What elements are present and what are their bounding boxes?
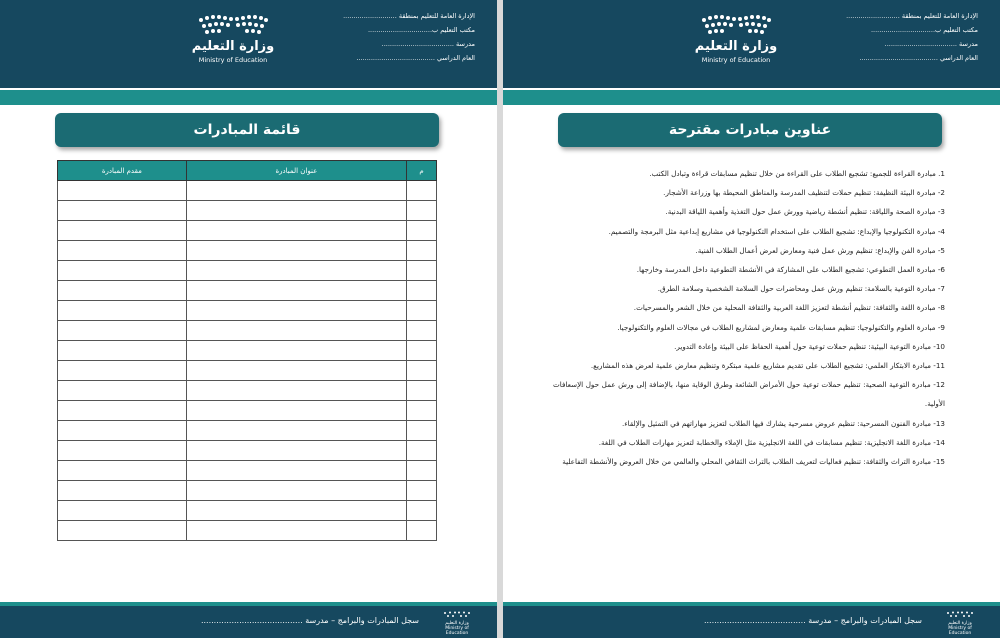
footer-logo-en: Ministry of Education	[445, 626, 469, 636]
footer-text: سجل المبادرات والبرامج – مدرسة ........................................	[200, 616, 419, 625]
footer-logo-ar: وزارة التعليم	[445, 621, 469, 626]
footer-logo-ar: وزارة التعليم	[948, 621, 972, 626]
table-cell[interactable]	[58, 461, 187, 481]
header-stripe	[503, 90, 1000, 105]
table-row	[58, 481, 437, 501]
table-cell[interactable]	[58, 401, 187, 421]
list-item: 10- مبادرة التوعية البيئية: تنظيم حملات توعية حول أهمية الحفاظ على البيئة وإعادة التدوير.	[674, 341, 945, 351]
header-fields	[838, 12, 978, 68]
table-cell[interactable]	[407, 501, 437, 521]
table-cell[interactable]	[186, 501, 406, 521]
page-title: قائمة المبادرات	[55, 113, 439, 147]
table-cell[interactable]	[407, 361, 437, 381]
table-cell[interactable]	[407, 261, 437, 281]
table-row	[58, 281, 437, 301]
field-region: الإدارة العامة للتعليم بمنطقة ..........................	[343, 12, 475, 20]
footer-logo	[435, 611, 479, 636]
table-cell[interactable]	[186, 481, 406, 501]
table-row	[58, 461, 437, 481]
list-item: 7- مبادرة التوعية بالسلامة: تنظيم ورش عمل ومحاضرات حول السلامة الشخصية وسلامة الطرق.	[657, 284, 945, 294]
table-cell[interactable]	[407, 521, 437, 541]
col-number: م	[407, 161, 437, 181]
table-cell[interactable]	[58, 281, 187, 301]
list-item: 13- مبادرة الفنون المسرحية: تنظيم عروض مسرحية يشارك فيها الطلاب لتعزيز مهاراتهم في التمثيل والإلقاء.	[622, 418, 945, 428]
table-row	[58, 321, 437, 341]
logo-arabic: وزارة التعليم	[191, 39, 275, 54]
field-school: مدرسة ...................................	[884, 40, 978, 48]
table-header-row	[58, 161, 437, 181]
footer-logo	[938, 611, 982, 636]
table-cell[interactable]	[186, 261, 406, 281]
list-item: 12- مبادرة التوعية الصحية: تنظيم حملات توعية حول الأمراض الشائعة وطرق الوقاية منها، بالإضافة إلى ورش عمل حول الإسعافات الأولية.	[553, 380, 945, 409]
table-row	[58, 181, 437, 201]
page-header	[503, 0, 1000, 88]
field-school: مدرسة ...................................	[381, 40, 475, 48]
footer-dots-icon	[945, 611, 975, 619]
table-row	[58, 261, 437, 281]
list-item: 11- مبادرة الابتكار العلمي: تشجيع الطلاب على تقديم مشاريع علمية مبتكرة وتنظيم معارض علمية لعرض هذه المشاريع.	[590, 361, 945, 371]
footer-text: سجل المبادرات والبرامج – مدرسة ........................................	[703, 616, 922, 625]
table-cell[interactable]	[407, 221, 437, 241]
table-cell[interactable]	[58, 301, 187, 321]
logo-english: Ministry of Education	[701, 56, 771, 64]
table-cell[interactable]	[407, 481, 437, 501]
header-fields	[335, 12, 475, 68]
col-presenter: مقدم المبادرة	[58, 161, 187, 181]
table-row	[58, 341, 437, 361]
table-cell[interactable]	[407, 421, 437, 441]
list-item: 2- مبادرة البيئة النظيفة: تنظيم حملات لتنظيف المدرسة والمناطق المحيطة بها وزراعة الأشجار.	[663, 188, 945, 198]
table-row	[58, 301, 437, 321]
table-row	[58, 361, 437, 381]
table-cell[interactable]	[186, 461, 406, 481]
table-cell[interactable]	[407, 341, 437, 361]
table-body	[58, 181, 437, 541]
table-cell[interactable]	[407, 181, 437, 201]
table-row	[58, 501, 437, 521]
header-stripe	[0, 90, 497, 105]
table-cell[interactable]	[186, 441, 406, 461]
table-row	[58, 421, 437, 441]
ministry-logo	[693, 14, 779, 74]
table-cell[interactable]	[58, 201, 187, 221]
table-cell[interactable]	[186, 181, 406, 201]
table-cell[interactable]	[186, 201, 406, 221]
table-cell[interactable]	[58, 241, 187, 261]
table-cell[interactable]	[407, 281, 437, 301]
table-cell[interactable]	[58, 221, 187, 241]
table-cell[interactable]	[58, 421, 187, 441]
right-page	[503, 0, 1000, 638]
table-cell[interactable]	[407, 401, 437, 421]
page-title: عناوين مبادرات مقترحة	[558, 113, 942, 147]
table-cell[interactable]	[407, 301, 437, 321]
table-row	[58, 381, 437, 401]
page-footer	[0, 606, 497, 638]
list-item: 15- مبادرة التراث والثقافة: تنظيم فعاليات لتعريف الطلاب بالتراث الثقافي المحلي والعالمي من خلال العروض والأنشطة التفاعلية	[562, 457, 945, 467]
table-cell[interactable]	[186, 401, 406, 421]
field-office: مكتب التعليم ب...............................	[870, 26, 978, 34]
list-item: 5- مبادرة الفن والإبداع: تنظيم ورش عمل فنية ومعارض لعرض أعمال الطلاب الفنية.	[695, 245, 945, 255]
footer-dots-icon	[442, 611, 472, 619]
ministry-logo	[190, 14, 276, 74]
page-footer	[503, 606, 1000, 638]
logo-english: Ministry of Education	[198, 56, 268, 64]
table-cell[interactable]	[186, 281, 406, 301]
table-cell[interactable]	[58, 261, 187, 281]
table-cell[interactable]	[186, 361, 406, 381]
ministry-dots-icon	[700, 14, 772, 36]
table-cell[interactable]	[186, 321, 406, 341]
table-row	[58, 441, 437, 461]
table-cell[interactable]	[186, 221, 406, 241]
list-item: 1. مبادرة القراءة للجميع: تشجيع الطلاب على القراءة من خلال تنظيم مسابقات قراءة وتبادل الكتب.	[649, 169, 945, 178]
initiatives-list	[553, 164, 945, 471]
table-cell[interactable]	[58, 481, 187, 501]
table-row	[58, 521, 437, 541]
list-item: 14- مبادرة اللغة الانجليزية: تنظيم مسابقات في اللغة الانجليزية مثل الإملاء والخطابة لتعزيز مهارات الطلاب في اللغة.	[598, 437, 945, 447]
table-cell[interactable]	[186, 421, 406, 441]
list-item: 4- مبادرة التكنولوجيا والإبداع: تشجيع الطلاب على استخدام التكنولوجيا في مشاريع إبداعية مثل البرمجة والتصميم.	[608, 226, 945, 236]
table-cell[interactable]	[407, 461, 437, 481]
table-cell[interactable]	[407, 441, 437, 461]
table-cell[interactable]	[58, 441, 187, 461]
list-item: 3- مبادرة الصحة واللياقة: تنظيم أنشطة رياضية وورش عمل حول التغذية وأهمية اللياقة البدنية.	[665, 207, 945, 217]
list-item: 9- مبادرة العلوم والتكنولوجيا: تنظيم مسابقات علمية ومعارض لمشاريع الطلاب في مجالات العلوم والتكنولوجيا.	[617, 322, 945, 332]
table-cell[interactable]	[58, 341, 187, 361]
logo-arabic: وزارة التعليم	[694, 39, 778, 54]
field-office: مكتب التعليم ب...............................	[367, 26, 475, 34]
table-cell[interactable]	[407, 321, 437, 341]
table-cell[interactable]	[186, 301, 406, 321]
field-year: العام الدراسي ......................................	[859, 54, 978, 62]
field-region: الإدارة العامة للتعليم بمنطقة ..........................	[846, 12, 978, 20]
initiatives-table	[57, 160, 437, 541]
table-cell[interactable]	[186, 381, 406, 401]
ministry-dots-icon	[197, 14, 269, 36]
list-item: 8- مبادرة اللغة والثقافة: تنظيم أنشطة لتعزيز اللغة العربية والثقافة المحلية من خلال الشعر والمسرحيات.	[633, 303, 945, 313]
table-row	[58, 221, 437, 241]
table-cell[interactable]	[186, 241, 406, 261]
table-cell[interactable]	[58, 381, 187, 401]
table-cell[interactable]	[58, 501, 187, 521]
left-page	[0, 0, 497, 638]
table-cell[interactable]	[186, 521, 406, 541]
table-cell[interactable]	[58, 321, 187, 341]
table-cell[interactable]	[186, 341, 406, 361]
table-cell[interactable]	[58, 521, 187, 541]
table-row	[58, 241, 437, 261]
table-cell[interactable]	[407, 241, 437, 261]
footer-logo-en: Ministry of Education	[948, 626, 972, 636]
table-cell[interactable]	[407, 381, 437, 401]
col-title: عنوان المبادرة	[186, 161, 406, 181]
list-item: 6- مبادرة العمل التطوعي: تشجيع الطلاب على المشاركة في الأنشطة التطوعية داخل المدرسة وخارجها.	[636, 265, 945, 275]
table-row	[58, 201, 437, 221]
page-header	[0, 0, 497, 88]
field-year: العام الدراسي ......................................	[356, 54, 475, 62]
table-cell[interactable]	[58, 361, 187, 381]
table-cell[interactable]	[407, 201, 437, 221]
table-cell[interactable]	[58, 181, 187, 201]
table-row	[58, 401, 437, 421]
